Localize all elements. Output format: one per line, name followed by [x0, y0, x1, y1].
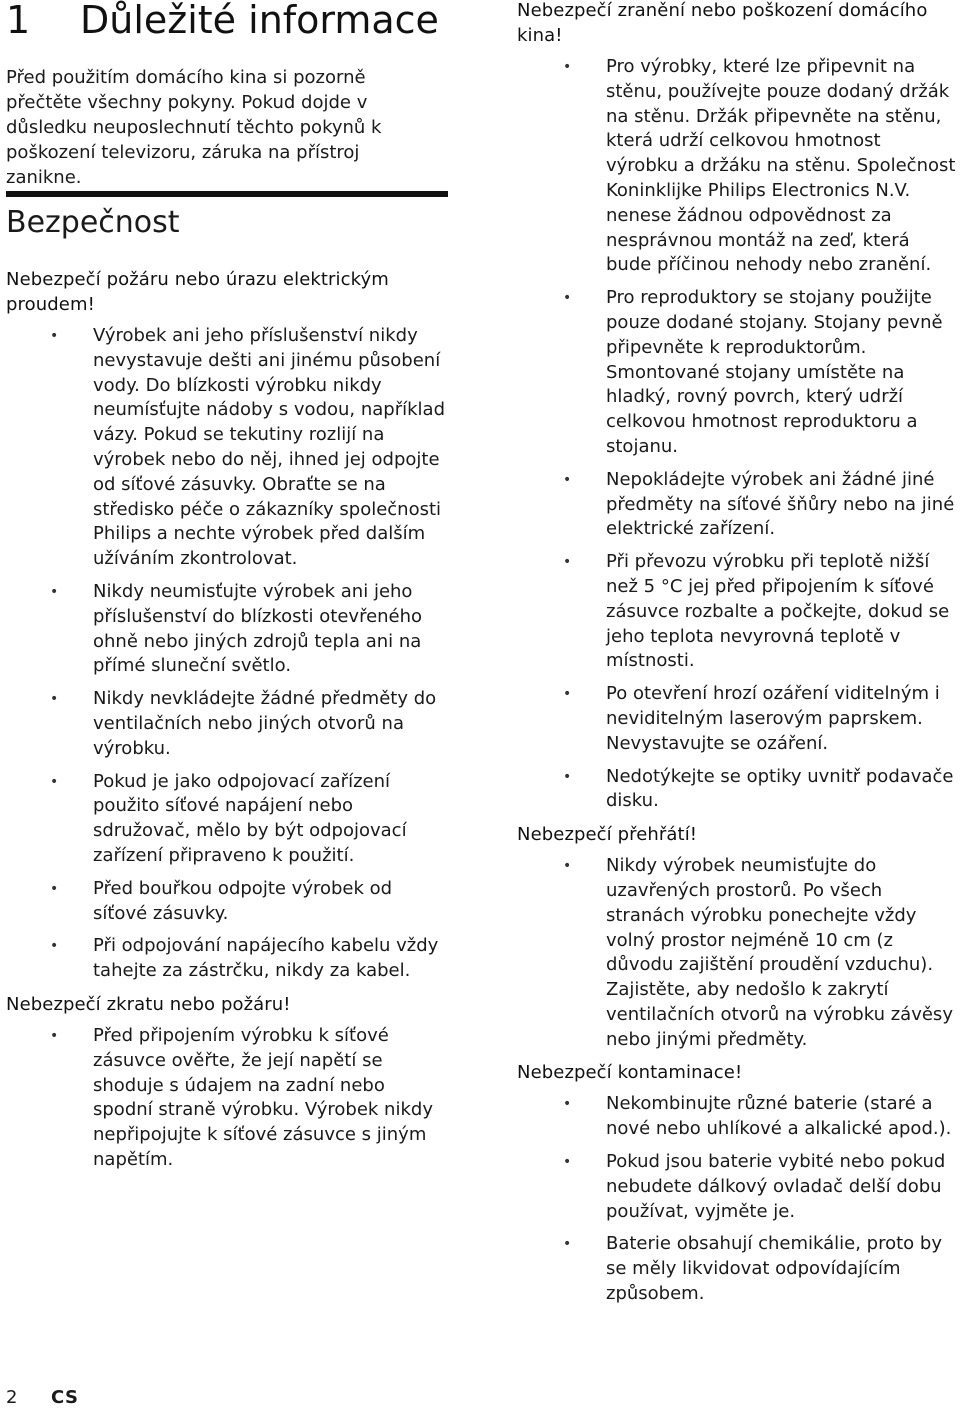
list-item	[6, 324, 450, 572]
intro-paragraph: Před použitím domácího kina si pozorně přečtěte všechny pokyny. Pokud dojde v důsledku neuposlechnutí těchto pokynů k poškození televizoru, záruka na přístroj zanikne.	[6, 67, 382, 188]
list-item	[517, 854, 957, 1052]
list-item	[6, 934, 450, 984]
bullet-icon: •	[50, 1027, 59, 1044]
list-item-text: Výrobek ani jeho příslušenství nikdy nevystavuje dešti ani jinému působení vody. Do blízkosti výrobku nikdy neumísťujte nádoby s vodou, například vázy. Pokud se tekutiny rozlijí na výrobek nebo do něj, ihned jej odpojte od síťové zásuvky. Obraťte se na středisko péče o zákazníky společnosti Philips a nechte výrobek před dalším užíváním zkontrolovat.	[93, 325, 446, 570]
list-item-text: Nepokládejte výrobek ani žádné jiné předměty na síťové šňůry nebo na jiné elektrické zařízení.	[606, 468, 955, 540]
bullet-icon: •	[563, 1236, 572, 1253]
warning-heading: Nebezpečí zkratu nebo požáru!	[6, 993, 291, 1015]
list-item	[6, 687, 450, 761]
bullet-icon: •	[563, 554, 572, 571]
section-divider	[6, 191, 448, 197]
list-item	[6, 877, 450, 927]
bullet-icon: •	[50, 773, 59, 790]
list-item	[6, 1024, 450, 1173]
list-item	[517, 286, 957, 460]
bullet-icon: •	[563, 768, 572, 785]
bullet-icon: •	[563, 1096, 572, 1113]
warning-list	[517, 1092, 957, 1306]
bullet-icon: •	[563, 1154, 572, 1171]
section-title: Bezpečnost	[6, 205, 180, 240]
list-item-text: Pro reproduktory se stojany použijte pouze dodané stojany. Stojany pevně připevněte k reproduktorům. Smontované stojany umístěte na hladký, rovný povrch, který udrží celkovou hmotnost reproduktoru a stojanu.	[606, 287, 943, 457]
warning-heading: Nebezpečí kontaminace!	[517, 1062, 743, 1084]
list-item-text: Nedotýkejte se optiky uvnitř podavače disku.	[606, 765, 954, 812]
left-warning-groups	[6, 267, 450, 1181]
list-item-text: Před připojením výrobku k síťové zásuvce ověřte, že její napětí se shoduje s údajem na zadní nebo spodní straně výrobku. Výrobek nikdy nepřipojujte k síťové zásuvce s jiným napětím.	[93, 1024, 433, 1170]
list-item-text: Po otevření hrozí ozáření viditelným i neviditelným laserovým paprskem. Nevystavujte se ozáření.	[606, 683, 940, 754]
bullet-icon: •	[563, 686, 572, 703]
list-item	[517, 468, 957, 542]
language-code: CS	[51, 1387, 79, 1408]
list-item	[517, 1092, 957, 1142]
list-item-text: Nikdy nevkládejte žádné předměty do ventilačních nebo jiných otvorů na výrobku.	[93, 688, 437, 759]
chapter-heading	[6, 0, 439, 40]
warning-heading: Nebezpečí požáru nebo úrazu elektrickým proudem!	[6, 269, 389, 315]
bullet-icon: •	[563, 59, 572, 75]
list-item	[517, 1150, 957, 1224]
bullet-icon: •	[563, 471, 572, 488]
warning-list	[6, 324, 450, 984]
page-footer	[6, 1386, 79, 1410]
list-item-text: Nikdy neumisťujte výrobek ani jeho příslušenství do blízkosti otevřeného ohně nebo jiných zdrojů tepla ani na přímé sluneční světlo.	[93, 580, 423, 677]
list-item-text: Pro výrobky, které lze připevnit na stěnu, používejte pouze dodaný držák na stěnu. Držák připevněte na stěnu, která udrží celkovou hmotnost výrobku a držáku na stěnu. Společnost Koninklijke Philips Electronics N.V. nenese žádnou odpovědnost za nesprávnou montáž na zeď, která bude příčinou nehody nebo zranění.	[606, 56, 956, 276]
warning-heading: Nebezpečí zranění nebo poškození domácího kina!	[517, 0, 928, 46]
list-item	[517, 55, 957, 278]
list-item-text: Baterie obsahují chemikálie, proto by se měly likvidovat odpovídajícím způsobem.	[606, 1233, 942, 1305]
list-item	[517, 550, 957, 674]
warning-list	[517, 854, 957, 1052]
list-item-text: Nekombinujte různé baterie (staré a nové nebo uhlíkové a alkalické apod.).	[606, 1093, 952, 1140]
chapter-title: Důležité informace	[80, 0, 439, 42]
page-number: 2	[6, 1387, 18, 1408]
warning-list	[6, 1024, 450, 1173]
list-item-text: Pokud je jako odpojovací zařízení použito síťové napájení nebo sdružovač, mělo by být odpojovací zařízení připraveno k použití.	[93, 770, 407, 866]
warning-heading: Nebezpečí přehřátí!	[517, 824, 698, 846]
list-item	[517, 1232, 957, 1306]
list-item	[6, 580, 450, 679]
list-item	[6, 770, 450, 869]
list-item-text: Při odpojování napájecího kabelu vždy tahejte za zástrčku, nikdy za kabel.	[93, 935, 439, 982]
list-item-text: Pokud jsou baterie vybité nebo pokud nebudete dálkový ovladač delší dobu používat, vyjměte je.	[606, 1151, 946, 1222]
bullet-icon: •	[50, 880, 59, 897]
bullet-icon: •	[50, 691, 59, 708]
right-warning-groups	[517, 0, 957, 1315]
bullet-icon: •	[50, 328, 59, 344]
list-item-text: Při převozu výrobku při teplotě nižší než 5 °C jej před připojením k síťové zásuvce rozbalte a počkejte, dokud se jeho teplota nevyrovná teplotě v místnosti.	[606, 551, 950, 672]
list-item	[517, 682, 957, 756]
list-item	[517, 765, 957, 815]
list-item-text: Nikdy výrobek neumisťujte do uzavřených prostorů. Po všech stranách výrobku ponechejte vždy volný prostor nejméně 10 cm (z důvodu zajištění proudění vzduchu). Zajistěte, aby nedošlo k zakrytí ventilačních otvorů na výrobku závěsy nebo jinými předměty.	[606, 855, 953, 1050]
list-item-text: Před bouřkou odpojte výrobek od síťové zásuvky.	[93, 877, 393, 924]
bullet-icon: •	[563, 290, 572, 307]
warning-list	[517, 55, 957, 814]
bullet-icon: •	[563, 858, 572, 875]
bullet-icon: •	[50, 938, 59, 955]
chapter-number: 1	[6, 0, 31, 42]
bullet-icon: •	[50, 583, 59, 600]
